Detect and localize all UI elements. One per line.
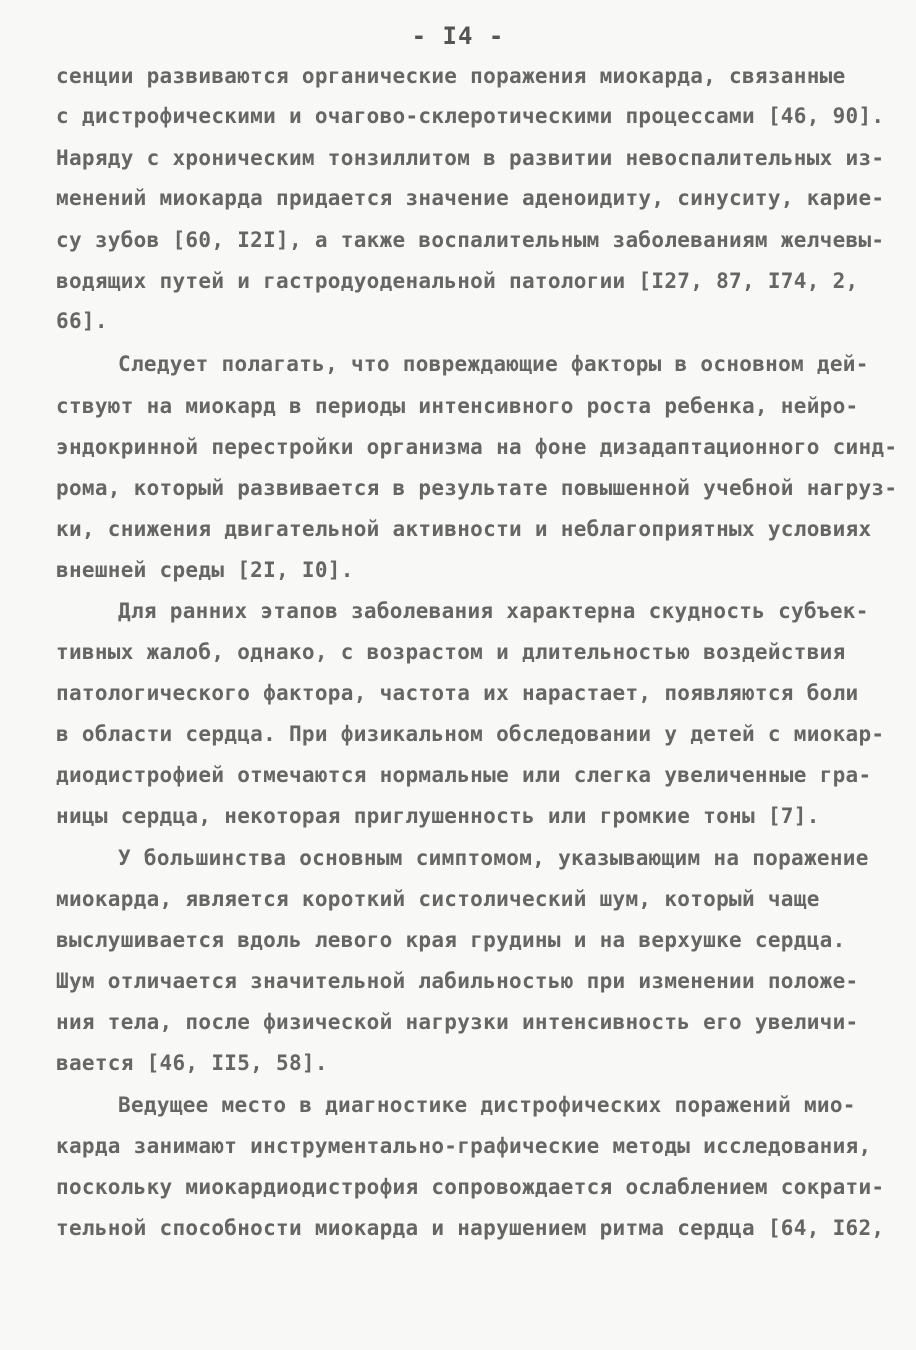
text-line: ствуют на миокард в периоды интенсивного роста ребенка, нейро- xyxy=(56,394,859,418)
text-line: менений миокарда придается значение аденоидиту, синуситу, карие- xyxy=(56,186,885,210)
text-line: сенции развиваются органические поражения миокарда, связанные xyxy=(56,64,846,88)
text-line: ния тела, после физической нагрузки интенсивность его увеличи- xyxy=(56,1010,859,1034)
text-line: выслушивается вдоль левого края грудины и на верхушке сердца. xyxy=(56,928,846,952)
page-number: - I4 - xyxy=(411,22,505,50)
text-line: с дистрофическими и очагово-склеротическими процессами [46, 90]. xyxy=(56,104,885,128)
text-line: миокарда, является короткий систолический шум, который чаще xyxy=(56,887,820,911)
paragraph-first-line: Для ранних этапов заболевания характерна скудность субъек- xyxy=(118,599,869,623)
text-line: су зубов [60, I2I], а также воспалительным заболеваниям желчевы- xyxy=(56,228,885,252)
text-line: эндокринной перестройки организма на фоне дизадаптационного синд- xyxy=(56,435,898,459)
text-line: тельной способности миокарда и нарушением ритма сердца [64, I62, xyxy=(56,1216,885,1240)
text-line: тивных жалоб, однако, с возрастом и длительностью воздействия xyxy=(56,640,846,664)
paragraph-first-line: Ведущее место в диагностике дистрофических поражений мио- xyxy=(118,1093,856,1117)
text-line: патологического фактора, частота их нарастает, появляются боли xyxy=(56,681,859,705)
text-line: ницы сердца, некоторая приглушенность или громкие тоны [7]. xyxy=(56,804,820,828)
text-line: ки, снижения двигательной активности и неблагоприятных условиях xyxy=(56,517,872,541)
text-line: в области сердца. При физикальном обследовании у детей с миокар- xyxy=(56,722,885,746)
text-line: диодистрофией отмечаются нормальные или слегка увеличенные гра- xyxy=(56,763,872,787)
paragraph-first-line: У большинства основным симптомом, указывающим на поражение xyxy=(118,846,869,870)
text-line: внешней среды [2I, I0]. xyxy=(56,558,354,582)
text-line: вается [46, II5, 58]. xyxy=(56,1051,328,1075)
text-line: Наряду с хроническим тонзиллитом в развитии невоспалительных из- xyxy=(56,146,885,170)
text-line: рома, который развивается в результате повышенной учебной нагруз- xyxy=(56,476,898,500)
text-line: карда занимают инструментально-графические методы исследования, xyxy=(56,1134,872,1158)
text-line: водящих путей и гастродуоденальной патологии [I27, 87, I74, 2, xyxy=(56,269,859,293)
text-line: 66]. xyxy=(56,309,108,333)
text-line: поскольку миокардиодистрофия сопровождается ослаблением сократи- xyxy=(56,1175,885,1199)
paragraph-first-line: Следует полагать, что повреждающие факторы в основном дей- xyxy=(118,352,869,376)
text-line: Шум отличается значительной лабильностью при изменении положе- xyxy=(56,969,859,993)
